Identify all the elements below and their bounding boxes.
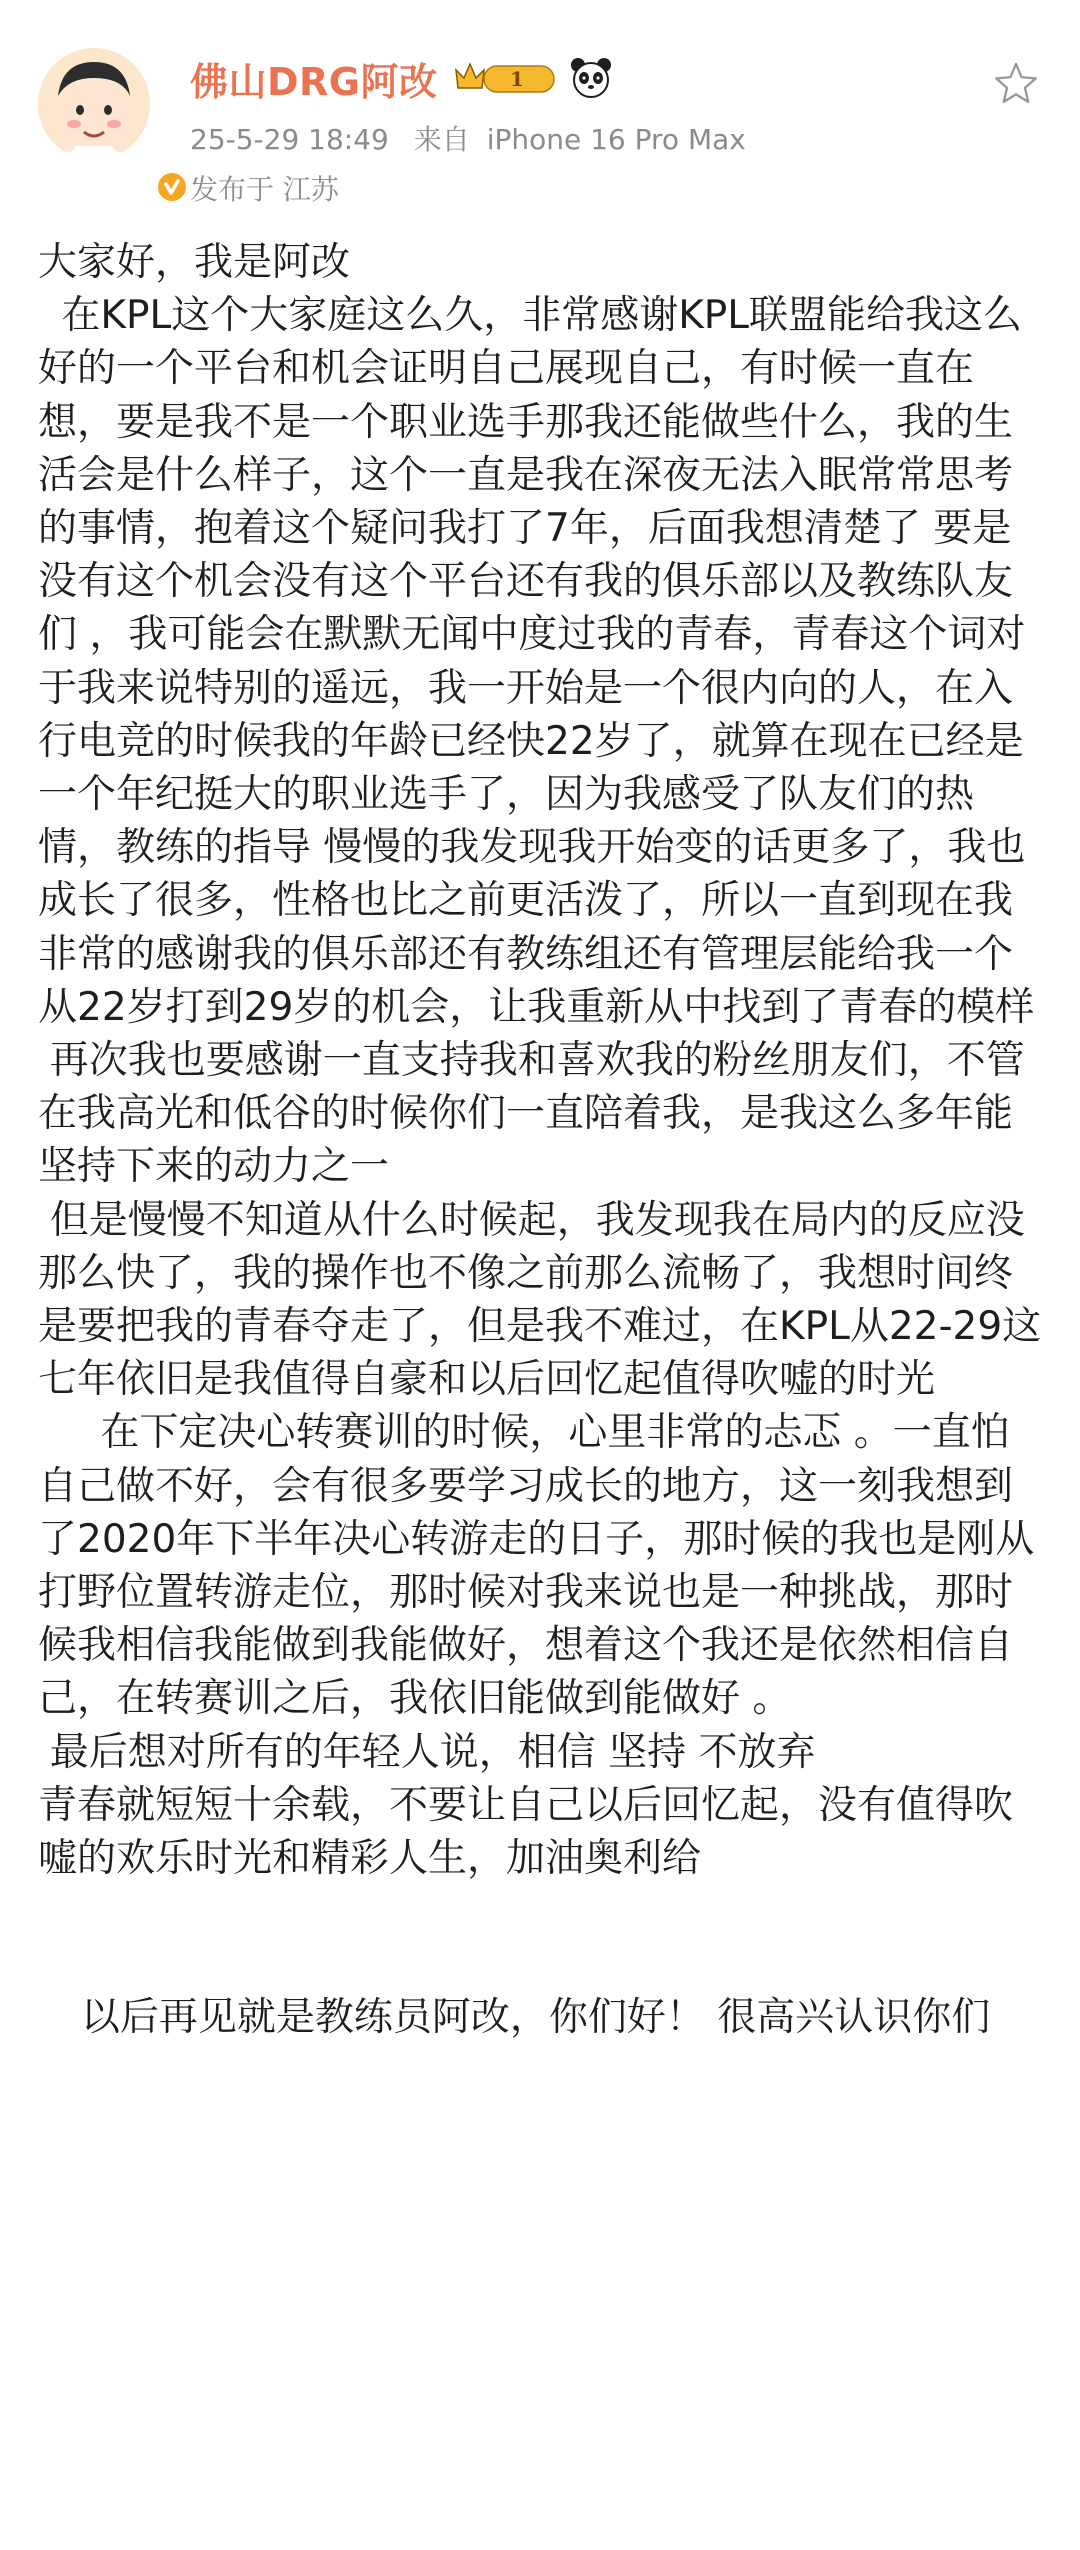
- post-paragraph-1: 在KPL这个大家庭这么久，非常感谢KPL联盟能给我这么好的一个平台和机会证明自己展现自己，有时候一直在想，要是我不是一个职业选手那我还能做些什么，我的生活会是什么样子，这个一直是我在深夜无法入眠常常思考的事情，抱着这个疑问我打了7年，后面我想清楚了 要是没有这个机会没有这个平台还有我的俱乐部以及教练队友们 ，我可能会在默默无闻中度过我的青春，青春这个词对于我来说特别的遥远，我一开始是一个很内向的人，在入行电竞的时候我的年龄已经快22岁了，就算在现在已经是一个年纪挺大的职业选手了，因为我感受了队友们的热情，教练的指导 慢慢的我发现我开始变的话更多了，我也成长了很多，性格也比之前更活泼了，所以一直到现在我非常的感谢我的俱乐部还有教练组还有管理层能给我一个从22岁打到29岁的机会，让我重新从中找到了青春的模样: [38, 293, 1035, 1030]
- avatar-cartoon-icon: [38, 48, 150, 160]
- panda-icon: [568, 55, 614, 101]
- post-location: 发布于 江苏: [190, 173, 339, 206]
- author-name[interactable]: 佛山DRG阿改: [190, 59, 438, 104]
- post-source-prefix: 来自: [413, 123, 470, 156]
- post-paragraph-2: 再次我也要感谢一直支持我和喜欢我的粉丝朋友们，不管在我高光和低谷的时候你们一直陪着我，是我这么多年能坚持下来的动力之一: [38, 1038, 1025, 1190]
- post-paragraph-4: 在下定决心转赛训的时候，心里非常的忐忑 。一直怕自己做不好，会有很多要学习成长的地方，这一刻我想到了2020年下半年决心转游走的日子，那时候的我也是刚从打野位置转游走位，那时候对我来说也是一种挑战，那时候我相信我能做到我能做好，想着这个我还是依然相信自己，在转赛训之后，我依旧能做到能做好 。: [38, 1410, 1035, 1722]
- post-paragraph-3: 但是慢慢不知道从什么时候起，我发现我在局内的反应没那么快了，我的操作也不像之前那么流畅了，我想时间终是要把我的青春夺走了，但是我不难过，在KPL从22-29这七年依旧是我值得自豪和以后回忆起值得吹嘘的时光: [38, 1197, 1042, 1403]
- avatar[interactable]: [38, 48, 150, 160]
- favorite-star-button[interactable]: [992, 60, 1040, 108]
- post-meta: [190, 118, 762, 158]
- paragraph-spacer: [38, 1885, 1048, 1991]
- post-date: 25-5-29 18:49: [190, 123, 389, 156]
- star-outline-icon: [992, 60, 1040, 108]
- post-greeting: 大家好，我是阿改: [38, 240, 351, 285]
- post-paragraph-5: 最后想对所有的年轻人说，相信 坚持 不放弃: [49, 1729, 816, 1775]
- verified-badge-icon: [155, 170, 189, 204]
- post-paragraph-7: 以后再见就是教练员阿改，你们好！ 很高兴认识你们: [80, 1995, 991, 2041]
- post-device[interactable]: iPhone 16 Pro Max: [486, 123, 746, 156]
- post-header: [0, 0, 1080, 230]
- author-name-row: [190, 48, 614, 108]
- vip-level-text: 1: [509, 67, 524, 91]
- crown-vip-badge-icon[interactable]: [450, 56, 560, 100]
- post-body: [38, 236, 1048, 2045]
- post-paragraph-6: 青春就短短十余载，不要让自己以后回忆起，没有值得吹嘘的欢乐时光和精彩人生，加油奥利给: [38, 1782, 1014, 1882]
